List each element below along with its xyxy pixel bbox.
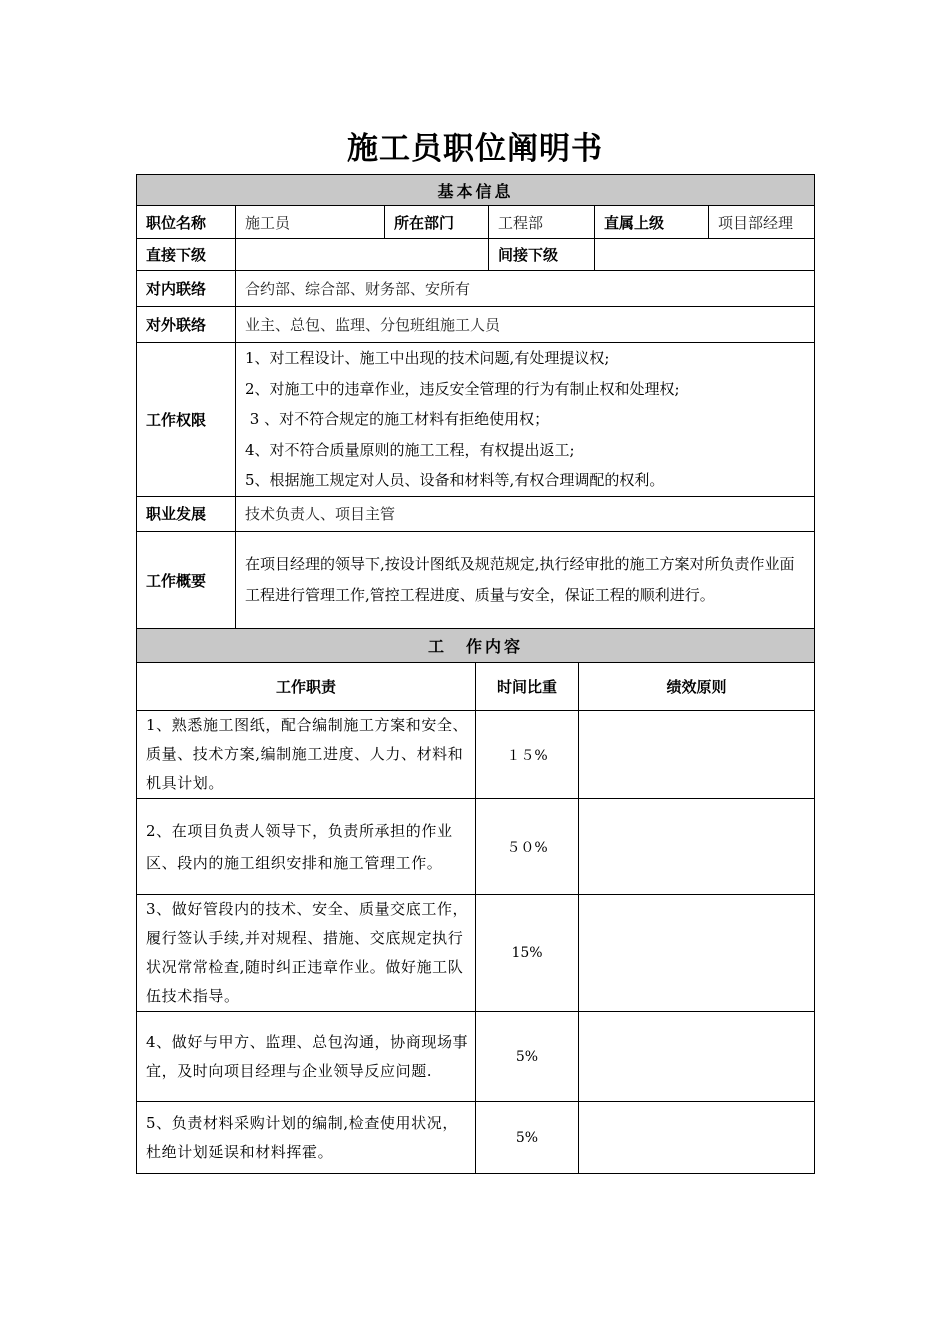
- direct-subordinate-value: [236, 239, 489, 271]
- duty-cell: 4、做好与甲方、监理、总包沟通，协商现场事宜，及时向项目经理与企业领导反应问题.: [137, 1012, 476, 1102]
- work-content-header: 工 作内容: [137, 629, 815, 663]
- authority-item: 2、对施工中的违章作业，违反安全管理的行为有制止权和处理权;: [245, 379, 680, 398]
- authority-label: 工作权限: [137, 343, 236, 497]
- time-cell: 5%: [476, 1102, 579, 1174]
- time-cell: 15%: [476, 895, 579, 1012]
- authority-item: 1、对工程设计、施工中出现的技术问题,有处理提议权;: [245, 349, 610, 367]
- summary-label: 工作概要: [137, 531, 236, 629]
- time-cell: ５０%: [476, 799, 579, 895]
- summary-value: 在项目经理的领导下,按设计图纸及规范规定,执行经审批的施工方案对所负责作业面工程进行管理工作,管控工程进度、质量与安全，保证工程的顺利进行。: [236, 531, 815, 629]
- performance-column-header: 绩效原则: [579, 663, 815, 711]
- position-value: 施工员: [236, 206, 385, 239]
- performance-cell: [579, 1102, 815, 1174]
- superior-label: 直属上级: [595, 206, 709, 239]
- table-row: [137, 1012, 815, 1102]
- external-contact-label: 对外联络: [137, 307, 236, 343]
- duty-column-header: 工作职责: [137, 663, 476, 711]
- performance-cell: [579, 1012, 815, 1102]
- superior-value: 项目部经理: [709, 206, 815, 239]
- department-value: 工程部: [489, 206, 595, 239]
- direct-subordinate-label: 直接下级: [137, 239, 236, 271]
- authority-list: [236, 343, 815, 497]
- authority-item: 3 、对不符合规定的施工材料有拒绝使用权；: [245, 410, 550, 428]
- basic-info-header: 基本信息: [137, 175, 815, 206]
- duty-cell: 2、在项目负责人领导下，负责所承担的作业区、段内的施工组织安排和施工管理工作。: [137, 799, 476, 895]
- table-row: [137, 799, 815, 895]
- basic-info-table: [136, 174, 815, 630]
- performance-cell: [579, 799, 815, 895]
- indirect-subordinate-label: 间接下级: [489, 239, 595, 271]
- career-label: 职业发展: [137, 496, 236, 531]
- department-label: 所在部门: [385, 206, 489, 239]
- internal-contact-label: 对内联络: [137, 271, 236, 307]
- performance-cell: [579, 895, 815, 1012]
- table-row: [137, 895, 815, 1012]
- duty-cell: 1、熟悉施工图纸，配合编制施工方案和安全、质量、技术方案,编制施工进度、人力、材料和机具计划。: [137, 711, 476, 799]
- career-value: 技术负责人、项目主管: [236, 496, 815, 531]
- work-content-table: [136, 628, 815, 1174]
- table-row: [137, 1102, 815, 1174]
- internal-contact-value: 合约部、综合部、财务部、安所有: [236, 271, 815, 307]
- authority-item: 5、根据施工规定对人员、设备和材料等,有权合理调配的权利。: [245, 471, 665, 489]
- duty-cell: 5、负责材料采购计划的编制,检查使用状况，杜绝计划延误和材料挥霍。: [137, 1102, 476, 1174]
- table-row: [137, 711, 815, 799]
- time-cell: 5%: [476, 1012, 579, 1102]
- document-title: 施工员职位阐明书: [347, 131, 603, 167]
- performance-cell: [579, 711, 815, 799]
- position-label: 职位名称: [137, 206, 236, 239]
- authority-item: 4、对不符合质量原则的施工工程，有权提出返工;: [245, 440, 575, 459]
- external-contact-value: 业主、总包、监理、分包班组施工人员: [236, 307, 815, 343]
- indirect-subordinate-value: [595, 239, 815, 271]
- time-column-header: 时间比重: [476, 663, 579, 711]
- duty-cell: 3、做好管段内的技术、安全、质量交底工作，履行签认手续,并对规程、措施、交底规定执行状况常常检查,随时纠正违章作业。做好施工队伍技术指导。: [137, 895, 476, 1012]
- time-cell: １５%: [476, 711, 579, 799]
